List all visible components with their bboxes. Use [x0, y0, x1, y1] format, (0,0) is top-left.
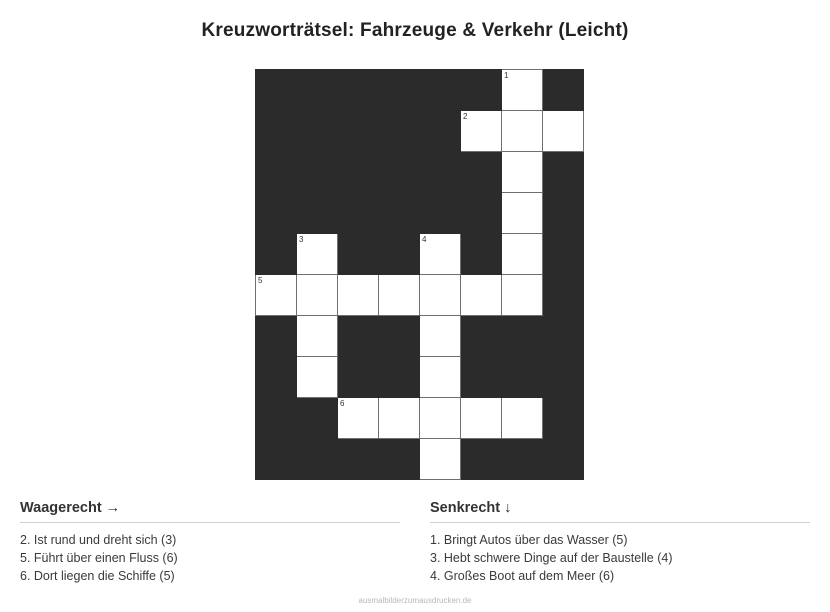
crossword-body: [256, 70, 584, 480]
grid-cell-blocked: [297, 70, 338, 111]
grid-row: [256, 357, 584, 398]
grid-cell-blocked: [543, 234, 584, 275]
grid-cell-blocked: [379, 70, 420, 111]
grid-cell-blocked: [256, 234, 297, 275]
grid-cell-blocked: [502, 316, 543, 357]
list-item: 1. Bringt Autos über das Wasser (5): [430, 533, 628, 547]
grid-cell-open[interactable]: [502, 275, 543, 316]
list-item: 5. Führt über einen Fluss (6): [20, 551, 178, 565]
grid-cell-blocked: [543, 439, 584, 480]
grid-cell-open[interactable]: [502, 152, 543, 193]
grid-cell-blocked: [379, 111, 420, 152]
grid-cell-blocked: [461, 152, 502, 193]
grid-cell-blocked: [543, 398, 584, 439]
grid-row: [256, 316, 584, 357]
grid-cell-open[interactable]: [420, 398, 461, 439]
list-item: 2. Ist rund und dreht sich (3): [20, 533, 177, 547]
grid-cell-number: 5: [258, 276, 263, 285]
crossword-table: [255, 69, 584, 480]
grid-cell-blocked: [256, 316, 297, 357]
grid-cell-open[interactable]: [379, 275, 420, 316]
grid-row: [256, 398, 584, 439]
grid-cell-blocked: [338, 193, 379, 234]
grid-cell-blocked: [420, 70, 461, 111]
grid-cell-open[interactable]: [502, 111, 543, 152]
grid-cell-open[interactable]: [297, 275, 338, 316]
grid-cell-blocked: [379, 357, 420, 398]
grid-cell-open[interactable]: [502, 193, 543, 234]
grid-cell-open[interactable]: [461, 111, 502, 152]
grid-cell-blocked: [256, 398, 297, 439]
grid-cell-blocked: [543, 275, 584, 316]
grid-row: [256, 111, 584, 152]
grid-row: [256, 193, 584, 234]
grid-cell-blocked: [379, 234, 420, 275]
clues-down-list: [430, 531, 810, 585]
grid-cell-open[interactable]: [420, 316, 461, 357]
grid-cell-blocked: [256, 111, 297, 152]
grid-cell-blocked: [256, 357, 297, 398]
grid-cell-number: 1: [504, 71, 509, 80]
clues-across-heading: Waagerecht →: [20, 500, 400, 523]
grid-row: [256, 439, 584, 480]
grid-cell-blocked: [461, 357, 502, 398]
grid-cell-open[interactable]: [502, 398, 543, 439]
grid-cell-open[interactable]: [420, 357, 461, 398]
grid-cell-blocked: [379, 439, 420, 480]
grid-cell-blocked: [461, 193, 502, 234]
crossword-grid: [255, 69, 584, 480]
grid-cell-open[interactable]: [502, 70, 543, 111]
grid-cell-blocked: [420, 193, 461, 234]
grid-cell-blocked: [297, 398, 338, 439]
grid-cell-blocked: [543, 316, 584, 357]
grid-cell-blocked: [338, 70, 379, 111]
grid-cell-blocked: [502, 439, 543, 480]
grid-cell-number: 4: [422, 235, 427, 244]
grid-cell-blocked: [338, 439, 379, 480]
grid-cell-blocked: [297, 193, 338, 234]
grid-cell-open[interactable]: [256, 275, 297, 316]
grid-cell-blocked: [461, 234, 502, 275]
grid-row: [256, 234, 584, 275]
grid-cell-blocked: [543, 152, 584, 193]
list-item: 4. Großes Boot auf dem Meer (6): [430, 569, 615, 583]
grid-cell-open[interactable]: [297, 234, 338, 275]
grid-cell-blocked: [297, 152, 338, 193]
grid-cell-open[interactable]: [461, 398, 502, 439]
page-title: Kreuzworträtsel: Fahrzeuge & Verkehr (Leicht): [201, 20, 629, 41]
grid-cell-open[interactable]: [297, 357, 338, 398]
grid-cell-blocked: [297, 111, 338, 152]
grid-cell-blocked: [338, 316, 379, 357]
grid-cell-blocked: [297, 439, 338, 480]
grid-cell-blocked: [543, 357, 584, 398]
grid-cell-blocked: [543, 193, 584, 234]
grid-cell-open[interactable]: [338, 398, 379, 439]
grid-cell-blocked: [461, 439, 502, 480]
grid-row: [256, 70, 584, 111]
clues-down-heading: Senkrecht ↓: [430, 500, 810, 523]
grid-cell-open[interactable]: [420, 275, 461, 316]
list-item: 6. Dort liegen die Schiffe (5): [20, 569, 175, 583]
grid-cell-open[interactable]: [297, 316, 338, 357]
footer-watermark: ausmalbilderzumausdrucken.de: [358, 596, 472, 605]
grid-cell-number: 3: [299, 235, 304, 244]
grid-cell-blocked: [256, 193, 297, 234]
grid-cell-open[interactable]: [338, 275, 379, 316]
grid-cell-blocked: [502, 357, 543, 398]
list-item: 3. Hebt schwere Dinge auf der Baustelle (4): [430, 551, 673, 565]
grid-cell-blocked: [379, 193, 420, 234]
grid-cell-number: 6: [340, 399, 345, 408]
grid-cell-blocked: [338, 111, 379, 152]
grid-cell-blocked: [256, 152, 297, 193]
grid-cell-blocked: [543, 70, 584, 111]
grid-row: [256, 152, 584, 193]
grid-cell-open[interactable]: [420, 234, 461, 275]
grid-cell-blocked: [256, 70, 297, 111]
clues-across-list: [20, 531, 400, 585]
grid-cell-blocked: [420, 111, 461, 152]
grid-cell-number: 2: [463, 112, 468, 121]
grid-cell-open[interactable]: [379, 398, 420, 439]
grid-cell-blocked: [338, 234, 379, 275]
grid-cell-blocked: [338, 152, 379, 193]
grid-cell-blocked: [379, 316, 420, 357]
grid-cell-blocked: [338, 357, 379, 398]
grid-cell-open[interactable]: [543, 111, 584, 152]
grid-row: [256, 275, 584, 316]
grid-cell-blocked: [420, 152, 461, 193]
grid-cell-blocked: [256, 439, 297, 480]
clues-down: [430, 500, 810, 585]
grid-cell-blocked: [379, 152, 420, 193]
grid-cell-open[interactable]: [502, 234, 543, 275]
grid-cell-open[interactable]: [420, 439, 461, 480]
clues-across: [20, 500, 400, 585]
grid-cell-open[interactable]: [461, 275, 502, 316]
grid-cell-blocked: [461, 316, 502, 357]
grid-cell-blocked: [461, 70, 502, 111]
